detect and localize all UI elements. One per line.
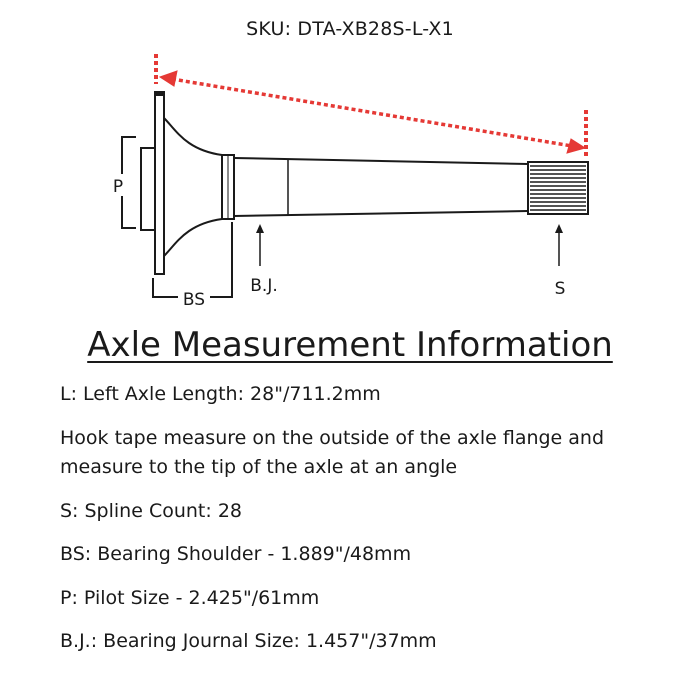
pilot-size-line: P: Pilot Size - 2.425"/61mm	[60, 587, 320, 609]
spline-count-line: S: Spline Count: 28	[60, 500, 242, 522]
spline-hatch	[530, 166, 586, 210]
pilot-label: P	[112, 177, 124, 197]
length-arrow	[156, 54, 586, 158]
axle-length-line: L: Left Axle Length: 28"/711.2mm	[60, 383, 381, 405]
page-title: Axle Measurement Information	[87, 325, 613, 365]
bearing-journal-label: B.J.	[250, 276, 278, 296]
spline-pointer	[555, 224, 563, 266]
axle-shape	[141, 91, 588, 274]
bearing-shoulder-label: BS	[182, 290, 206, 310]
spline-label: S	[554, 279, 566, 299]
measure-instructions: Hook tape measure on the outside of the axle flange and measure to the tip of the axle at an angle	[60, 427, 605, 478]
axle-diagram	[0, 0, 700, 320]
bearing-journal-line: B.J.: Bearing Journal Size: 1.457"/37mm	[60, 630, 437, 652]
sku-label: SKU: DTA-XB28S-L-X1	[246, 18, 454, 40]
bearing-journal-pointer	[256, 224, 264, 266]
bearing-shoulder-line: BS: Bearing Shoulder - 1.889"/48mm	[60, 543, 412, 565]
